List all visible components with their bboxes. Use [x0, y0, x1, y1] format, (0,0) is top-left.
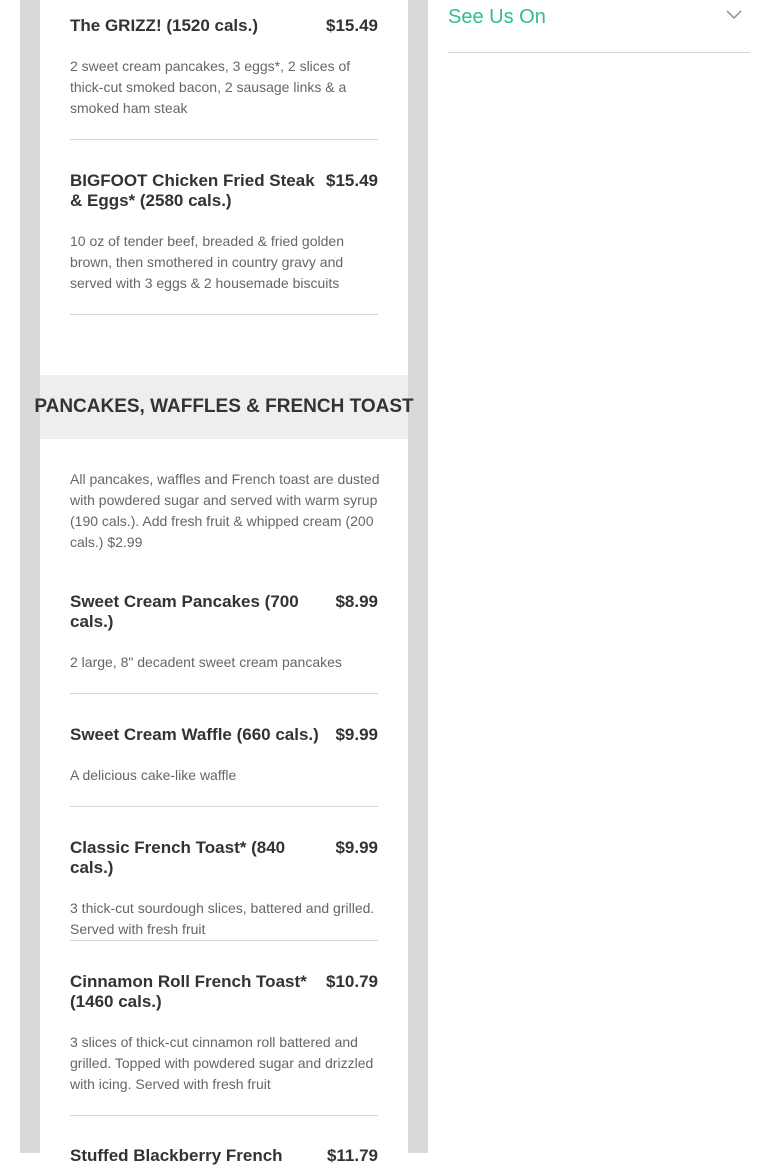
menu-item-title: Sweet Cream Pancakes (700 cals.) [70, 592, 299, 631]
item-divider [70, 806, 378, 807]
menu-item-description: 2 sweet cream pancakes, 3 eggs*, 2 slices of thick-cut smoked bacon, 2 sausage links & a smoked ham steak [70, 58, 351, 116]
item-divider [70, 940, 378, 941]
item-divider [70, 693, 378, 694]
menu-item-price: $8.99 [335, 592, 378, 611]
menu-item-price: $15.49 [326, 16, 378, 35]
menu-item-price: $9.99 [335, 725, 378, 744]
menu-item-price: $11.79 [326, 1146, 378, 1165]
menu-item-price: $10.79 [326, 972, 378, 991]
menu-item-description: 3 slices of thick-cut cinnamon roll battered and grilled. Topped with powdered sugar and drizzled with icing. Served with fresh fruit [70, 1034, 374, 1092]
menu-item-description: 10 oz of tender beef, breaded & fried golden brown, then smothered in country gravy and served with 3 eggs & 2 housemade biscuits [70, 233, 344, 291]
section-note: All pancakes, waffles and French toast are dusted with powdered sugar and served with warm syrup (190 cals.). Add fresh fruit & whipped cream (200 cals.) $2.99 [70, 471, 380, 550]
item-divider [70, 314, 378, 315]
menu-item-description: 3 thick-cut sourdough slices, battered and grilled. Served with fresh fruit [70, 900, 375, 937]
menu-item-title: BIGFOOT Chicken Fried Steak & Eggs* (2580 cals.) [70, 171, 315, 210]
section-heading: PANCAKES, WAFFLES & FRENCH TOAST [40, 375, 408, 439]
item-divider [70, 139, 378, 140]
menu-item-title: Classic French Toast* (840 cals.) [70, 838, 286, 877]
item-divider [70, 1115, 378, 1116]
menu-item-title: Cinnamon Roll French Toast* (1460 cals.) [70, 972, 307, 1011]
menu-item [70, 972, 378, 1095]
menu-item [70, 171, 378, 294]
chevron-down-icon [726, 8, 742, 20]
menu-item-price: $15.49 [326, 171, 378, 190]
menu-item [70, 16, 378, 119]
menu-item-title: Stuffed Blackberry French [70, 1146, 283, 1165]
menu-item-title: The GRIZZ! (1520 cals.) [70, 16, 258, 35]
menu-item [70, 592, 378, 673]
menu-item-description: 2 large, 8" decadent sweet cream pancakes [70, 654, 342, 670]
menu-item [70, 1146, 378, 1166]
see-us-on-accordion[interactable] [448, 0, 750, 53]
menu-item [70, 838, 378, 940]
menu-item-description: A delicious cake-like waffle [70, 767, 237, 783]
menu-item-title: Sweet Cream Waffle (660 cals.) [70, 725, 319, 744]
menu-item-price: $9.99 [335, 838, 378, 857]
menu-panel [34, 0, 414, 1165]
accordion-title: See Us On [448, 6, 546, 28]
menu-item [70, 725, 378, 786]
